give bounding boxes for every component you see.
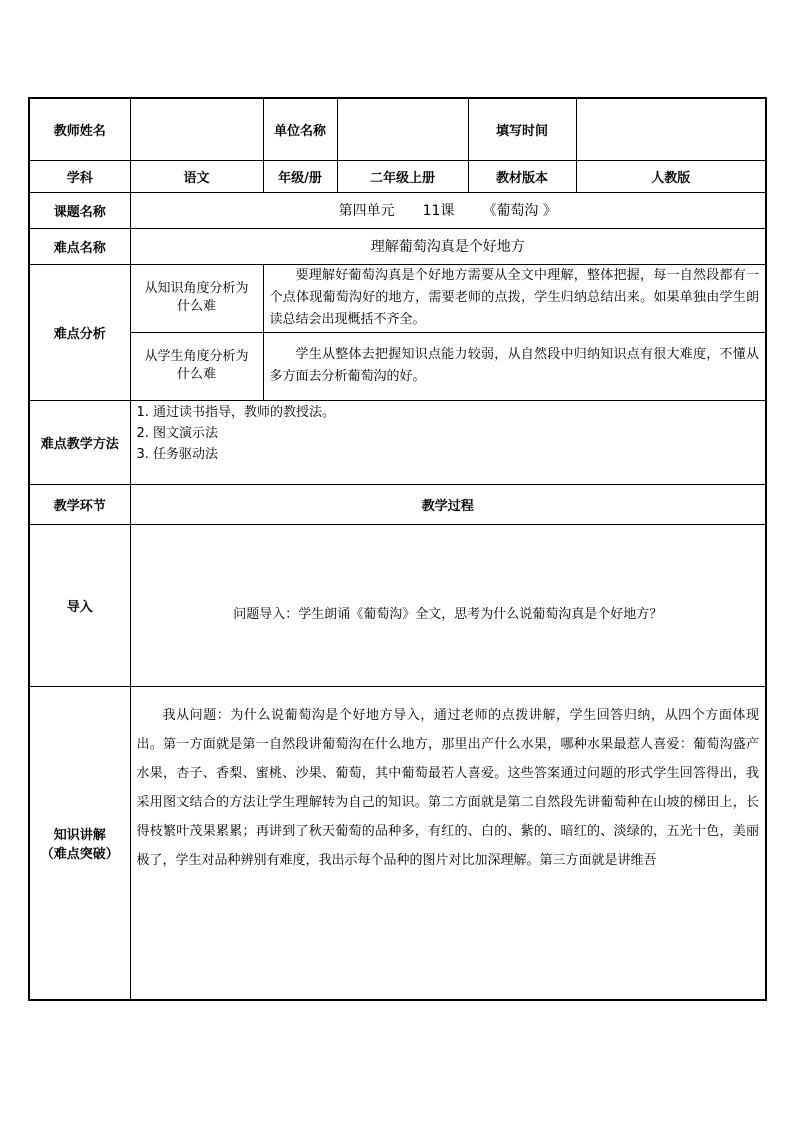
process-header-row bbox=[29, 484, 766, 524]
teacher-name-label: 教师姓名 bbox=[29, 98, 130, 160]
knowledge-label-line2: （难点突破） bbox=[40, 846, 119, 862]
analysis-label: 难点分析 bbox=[29, 264, 130, 400]
stage-label: 教学环节 bbox=[29, 484, 130, 524]
difficulty-row bbox=[29, 228, 766, 264]
lesson-plan-table bbox=[28, 97, 767, 1001]
analysis-student-row bbox=[29, 332, 766, 400]
intro-label: 导入 bbox=[29, 524, 130, 686]
method-item: 3. 任务驱动法 bbox=[136, 446, 219, 462]
student-angle-label: 从学生角度分析为什么难 bbox=[130, 332, 263, 400]
knowledge-text-cell bbox=[130, 686, 766, 1000]
header-row bbox=[29, 98, 766, 160]
difficulty-label: 难点名称 bbox=[29, 228, 130, 264]
method-item: 2. 图文演示法 bbox=[136, 425, 219, 441]
student-angle-text: 学生从整体去把握知识点能力较弱，从自然段中归纳知识点有很大难度，不懂从多方面去分析葡萄沟的好。 bbox=[263, 332, 766, 400]
knowledge-row bbox=[29, 686, 766, 1000]
grade-label: 年级/册 bbox=[263, 160, 337, 192]
topic-value bbox=[130, 192, 766, 228]
knowledge-angle-label: 从知识角度分析为什么难 bbox=[130, 264, 263, 332]
unit-name-field[interactable] bbox=[337, 98, 468, 160]
info-row bbox=[29, 160, 766, 192]
textbook-value: 人教版 bbox=[576, 160, 766, 192]
process-label: 教学过程 bbox=[130, 484, 766, 524]
knowledge-label-line1: 知识讲解 bbox=[53, 827, 106, 843]
fill-time-label: 填写时间 bbox=[468, 98, 576, 160]
subject-label: 学科 bbox=[29, 160, 130, 192]
methods-row bbox=[29, 400, 766, 484]
intro-row bbox=[29, 524, 766, 686]
topic-label: 课题名称 bbox=[29, 192, 130, 228]
methods-list bbox=[130, 400, 766, 484]
topic-title: 《葡萄沟 》 bbox=[482, 203, 557, 219]
topic-lesson: 11课 bbox=[422, 203, 455, 219]
method-item: 1. 通过读书指导，教师的教授法。 bbox=[136, 404, 336, 420]
knowledge-label bbox=[29, 686, 130, 1000]
teacher-name-field[interactable] bbox=[130, 98, 263, 160]
analysis-knowledge-row bbox=[29, 264, 766, 332]
grade-value: 二年级上册 bbox=[337, 160, 468, 192]
methods-label: 难点教学方法 bbox=[29, 400, 130, 484]
knowledge-text: 我从问题：为什么说葡萄沟是个好地方导入，通过老师的点拨讲解，学生回答归纳，从四个方面体现出。第一方面就是第一自然段讲葡萄沟在什么地方，那里出产什么水果，哪种水果最惹人喜爱：葡萄沟盛产水果，杏子、香梨、蜜桃、沙果、葡萄，其中葡萄最若人喜爱。这些答案通过问题的形式学生回答得出，我采用图文结合的方法让学生理解转为自己的知识。第二方面就是第二自然段先讲葡萄种在山坡的梯田上，长得枝繁叶茂果累累；再讲到了秋天葡萄的品种多，有红的、白的、紫的、暗红的、淡绿的，五光十色，美丽极了，学生对品种辨别有难度，我出示每个品种的图片对比加深理解。第三方面就是讲维吾 bbox=[136, 707, 759, 868]
knowledge-angle-text: 要理解好葡萄沟真是个好地方需要从全文中理解，整体把握，每一自然段都有一个点体现葡萄沟好的地方，需要老师的点拨，学生归纳总结出来。如果单独由学生朗读总结会出现概括不齐全。 bbox=[263, 264, 766, 332]
subject-value: 语文 bbox=[130, 160, 263, 192]
difficulty-value: 理解葡萄沟真是个好地方 bbox=[130, 228, 766, 264]
fill-time-field[interactable] bbox=[576, 98, 766, 160]
intro-text: 问题导入：学生朗诵《葡萄沟》全文，思考为什么说葡萄沟真是个好地方？ bbox=[130, 524, 766, 686]
unit-name-label: 单位名称 bbox=[263, 98, 337, 160]
topic-unit: 第四单元 bbox=[338, 203, 395, 219]
topic-row bbox=[29, 192, 766, 228]
textbook-label: 教材版本 bbox=[468, 160, 576, 192]
